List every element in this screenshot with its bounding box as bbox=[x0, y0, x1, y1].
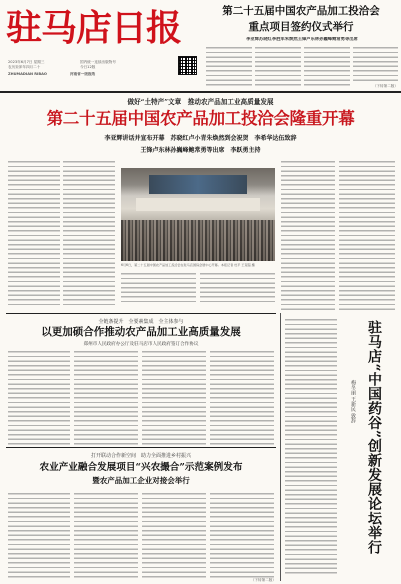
top-story-jump: （下转第二版） bbox=[372, 84, 398, 88]
second-body-col4 bbox=[210, 350, 274, 446]
lead-body-col5 bbox=[281, 160, 335, 310]
top-story-body-col4 bbox=[353, 46, 398, 82]
bottom-headline-1: 农业产业融合发展项目“兴农撮合”示范案例发布 bbox=[39, 462, 243, 473]
second-kicker: 全链条提升 全要素集成 全主体参与 bbox=[98, 319, 184, 325]
page-count: 今日12版 bbox=[80, 65, 96, 69]
side-divider bbox=[280, 313, 281, 581]
second-body-col3 bbox=[142, 350, 206, 446]
lunar-date: 农历癸卯年四月二十 bbox=[8, 65, 41, 69]
bottom-body-col4 bbox=[210, 492, 274, 578]
issue-date: 2023年6月7日 星期三 bbox=[8, 60, 45, 64]
second-headline: 以更加硕合作推动农产品加工业高质量发展 bbox=[41, 326, 241, 338]
top-story-body-col1 bbox=[206, 46, 252, 86]
masthead-pinyin: ZHUMADIAN RIBAO bbox=[8, 72, 47, 76]
newspaper-masthead: 驻马店日报 bbox=[6, 7, 182, 49]
section-divider-1 bbox=[6, 313, 276, 314]
top-story-headline-1: 第二十五届中国农产品加工投洽会 bbox=[222, 5, 380, 17]
bottom-body-col3 bbox=[142, 492, 206, 578]
side-body-col1 bbox=[285, 318, 337, 576]
photo-caption: 6月6日，第二十五届中国农产品加工投洽会在驻马店国际会展中心开幕。本报记者 杜平 王贺超 摄 bbox=[121, 263, 255, 267]
top-story-body-col3 bbox=[304, 46, 350, 86]
bottom-jump: （下转第二版） bbox=[250, 578, 276, 582]
section-divider-2 bbox=[6, 447, 276, 448]
top-story-headline-2: 重点项目签约仪式举行 bbox=[248, 21, 354, 33]
bottom-body-col1 bbox=[8, 492, 70, 578]
stage bbox=[136, 198, 259, 211]
bottom-body-col2 bbox=[74, 492, 138, 578]
lead-body-col2 bbox=[63, 160, 115, 305]
qr-code-icon bbox=[178, 56, 197, 75]
bottom-headline-2: 暨农产品加工企业对接会举行 bbox=[92, 476, 190, 485]
serial-number: 国内统一连续出版物号 bbox=[80, 60, 116, 64]
side-feature-title: 驻马店“中国药谷”创新发展论坛举行 bbox=[366, 320, 382, 555]
stage-screen bbox=[149, 175, 248, 194]
lead-subhead-2: 王锋卢东林孙巍峰鲍常勇等出席 李跃勇主持 bbox=[140, 147, 261, 154]
conference-photo bbox=[121, 168, 275, 261]
lead-body-col3 bbox=[121, 272, 196, 305]
lead-subhead-1: 李亚辉讲话并宣布开幕 苏晓红卢小青朱焕然到会祝贺 李希华达伍致辞 bbox=[104, 135, 297, 142]
lead-body-col1 bbox=[8, 160, 60, 305]
top-story-subhead: 李亚辉苏晓红李胜军朱焕然王锋卢东林孙巍峰鲍常勇等出席 bbox=[246, 37, 358, 42]
second-body-col1 bbox=[8, 350, 70, 446]
side-feature-sub: 梅冬丽 王新民 致辞 bbox=[350, 380, 356, 424]
bottom-kicker: 打开联动合作新空间 助力全面推进乡村振兴 bbox=[90, 453, 191, 459]
second-subhead: 郑州市人民政府办公厅及驻马店市人民政府签订合作协议 bbox=[83, 342, 199, 347]
masthead-tagline: 河南省一级报纸 bbox=[70, 72, 96, 76]
lead-body-col6 bbox=[339, 160, 395, 310]
top-story-body-col2 bbox=[255, 46, 301, 86]
lead-headline: 第二十五届中国农产品加工投洽会隆重开幕 bbox=[46, 109, 355, 128]
lead-body-col4 bbox=[200, 272, 275, 305]
audience bbox=[121, 220, 275, 261]
lead-kicker: 做好“土特产”文章 推动农产品加工业高质量发展 bbox=[127, 98, 274, 106]
second-body-col2 bbox=[74, 350, 138, 446]
masthead-divider bbox=[0, 91, 401, 93]
